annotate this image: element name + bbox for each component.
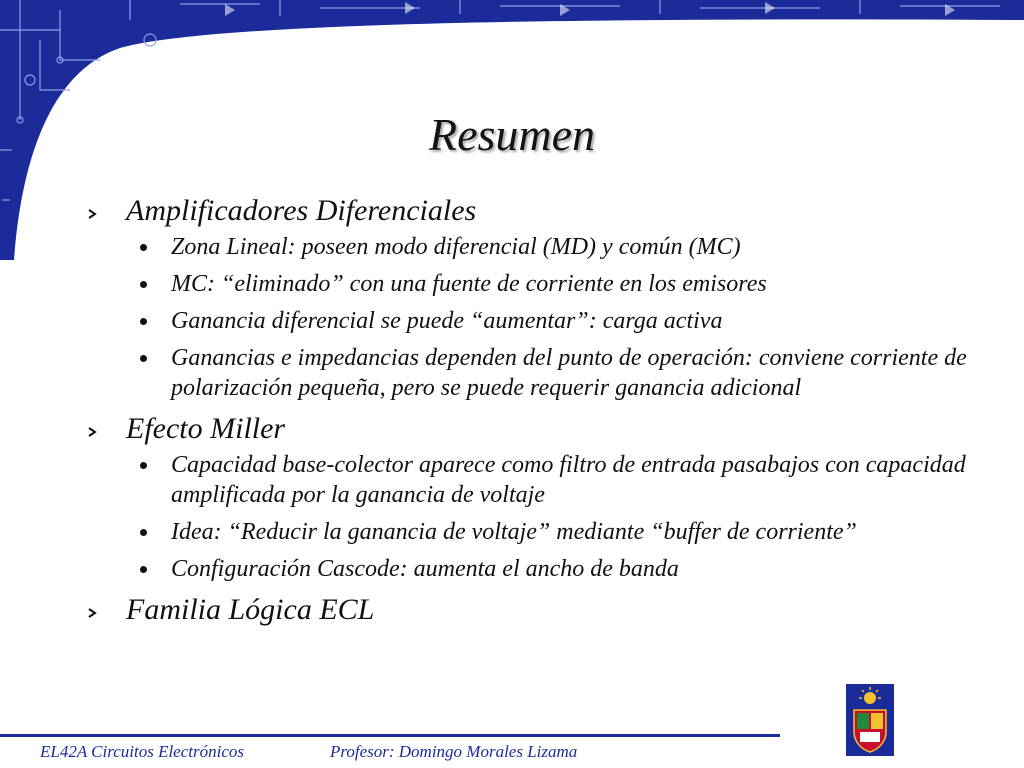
university-crest-icon — [846, 684, 894, 756]
section-heading — [88, 192, 968, 230]
arrow-bullet-icon — [88, 209, 98, 219]
bullet-dot-icon — [140, 462, 147, 469]
list-item — [88, 517, 968, 547]
bullet-dot-icon — [140, 318, 147, 325]
list-item-text: MC: “eliminado” con una fuente de corriente en los emisores — [171, 271, 767, 297]
slide-content — [88, 192, 968, 629]
section-amplificadores — [88, 192, 968, 403]
list-item-text: Zona Lineal: poseen modo diferencial (MD) y común (MC) — [171, 234, 741, 260]
section-heading-text: Familia Lógica ECL — [126, 593, 375, 626]
slide-title: Resumen — [428, 109, 596, 160]
arrow-bullet-icon — [88, 427, 98, 437]
list-item-text: Capacidad base-colector aparece como filtro de entrada pasabajos con capacidad amplificada por la ganancia de voltaje — [171, 452, 966, 508]
list-item — [88, 232, 968, 262]
list-item-text: Ganancia diferencial se puede “aumentar”: carga activa — [171, 308, 723, 334]
list-item-text: Configuración Cascode: aumenta el ancho de banda — [171, 556, 679, 582]
section-heading-text: Amplificadores Diferenciales — [126, 194, 477, 227]
section-heading — [88, 410, 968, 448]
list-item — [88, 343, 968, 403]
section-ecl — [88, 591, 968, 629]
footer-divider — [0, 734, 780, 737]
list-item — [88, 269, 968, 299]
sub-list — [88, 450, 968, 584]
bullet-dot-icon — [140, 355, 147, 362]
bullet-dot-icon — [140, 566, 147, 573]
section-miller — [88, 410, 968, 584]
bullet-dot-icon — [140, 529, 147, 536]
list-item-text: Ganancias e impedancias dependen del punto de operación: conviene corriente de polarización pequeña, pero se puede requerir ganancia adicional — [171, 345, 967, 401]
section-heading — [88, 591, 968, 629]
list-item — [88, 450, 968, 510]
arrow-bullet-icon — [88, 608, 98, 618]
list-item — [88, 306, 968, 336]
bullet-dot-icon — [140, 281, 147, 288]
footer-professor: Profesor: Domingo Morales Lizama — [330, 742, 578, 761]
bullet-dot-icon — [140, 244, 147, 251]
sub-list — [88, 232, 968, 403]
list-item-text: Idea: “Reducir la ganancia de voltaje” mediante “buffer de corriente” — [171, 519, 857, 545]
section-heading-text: Efecto Miller — [126, 412, 286, 445]
footer-course: EL42A Circuitos Electrónicos — [40, 742, 244, 761]
list-item — [88, 554, 968, 584]
